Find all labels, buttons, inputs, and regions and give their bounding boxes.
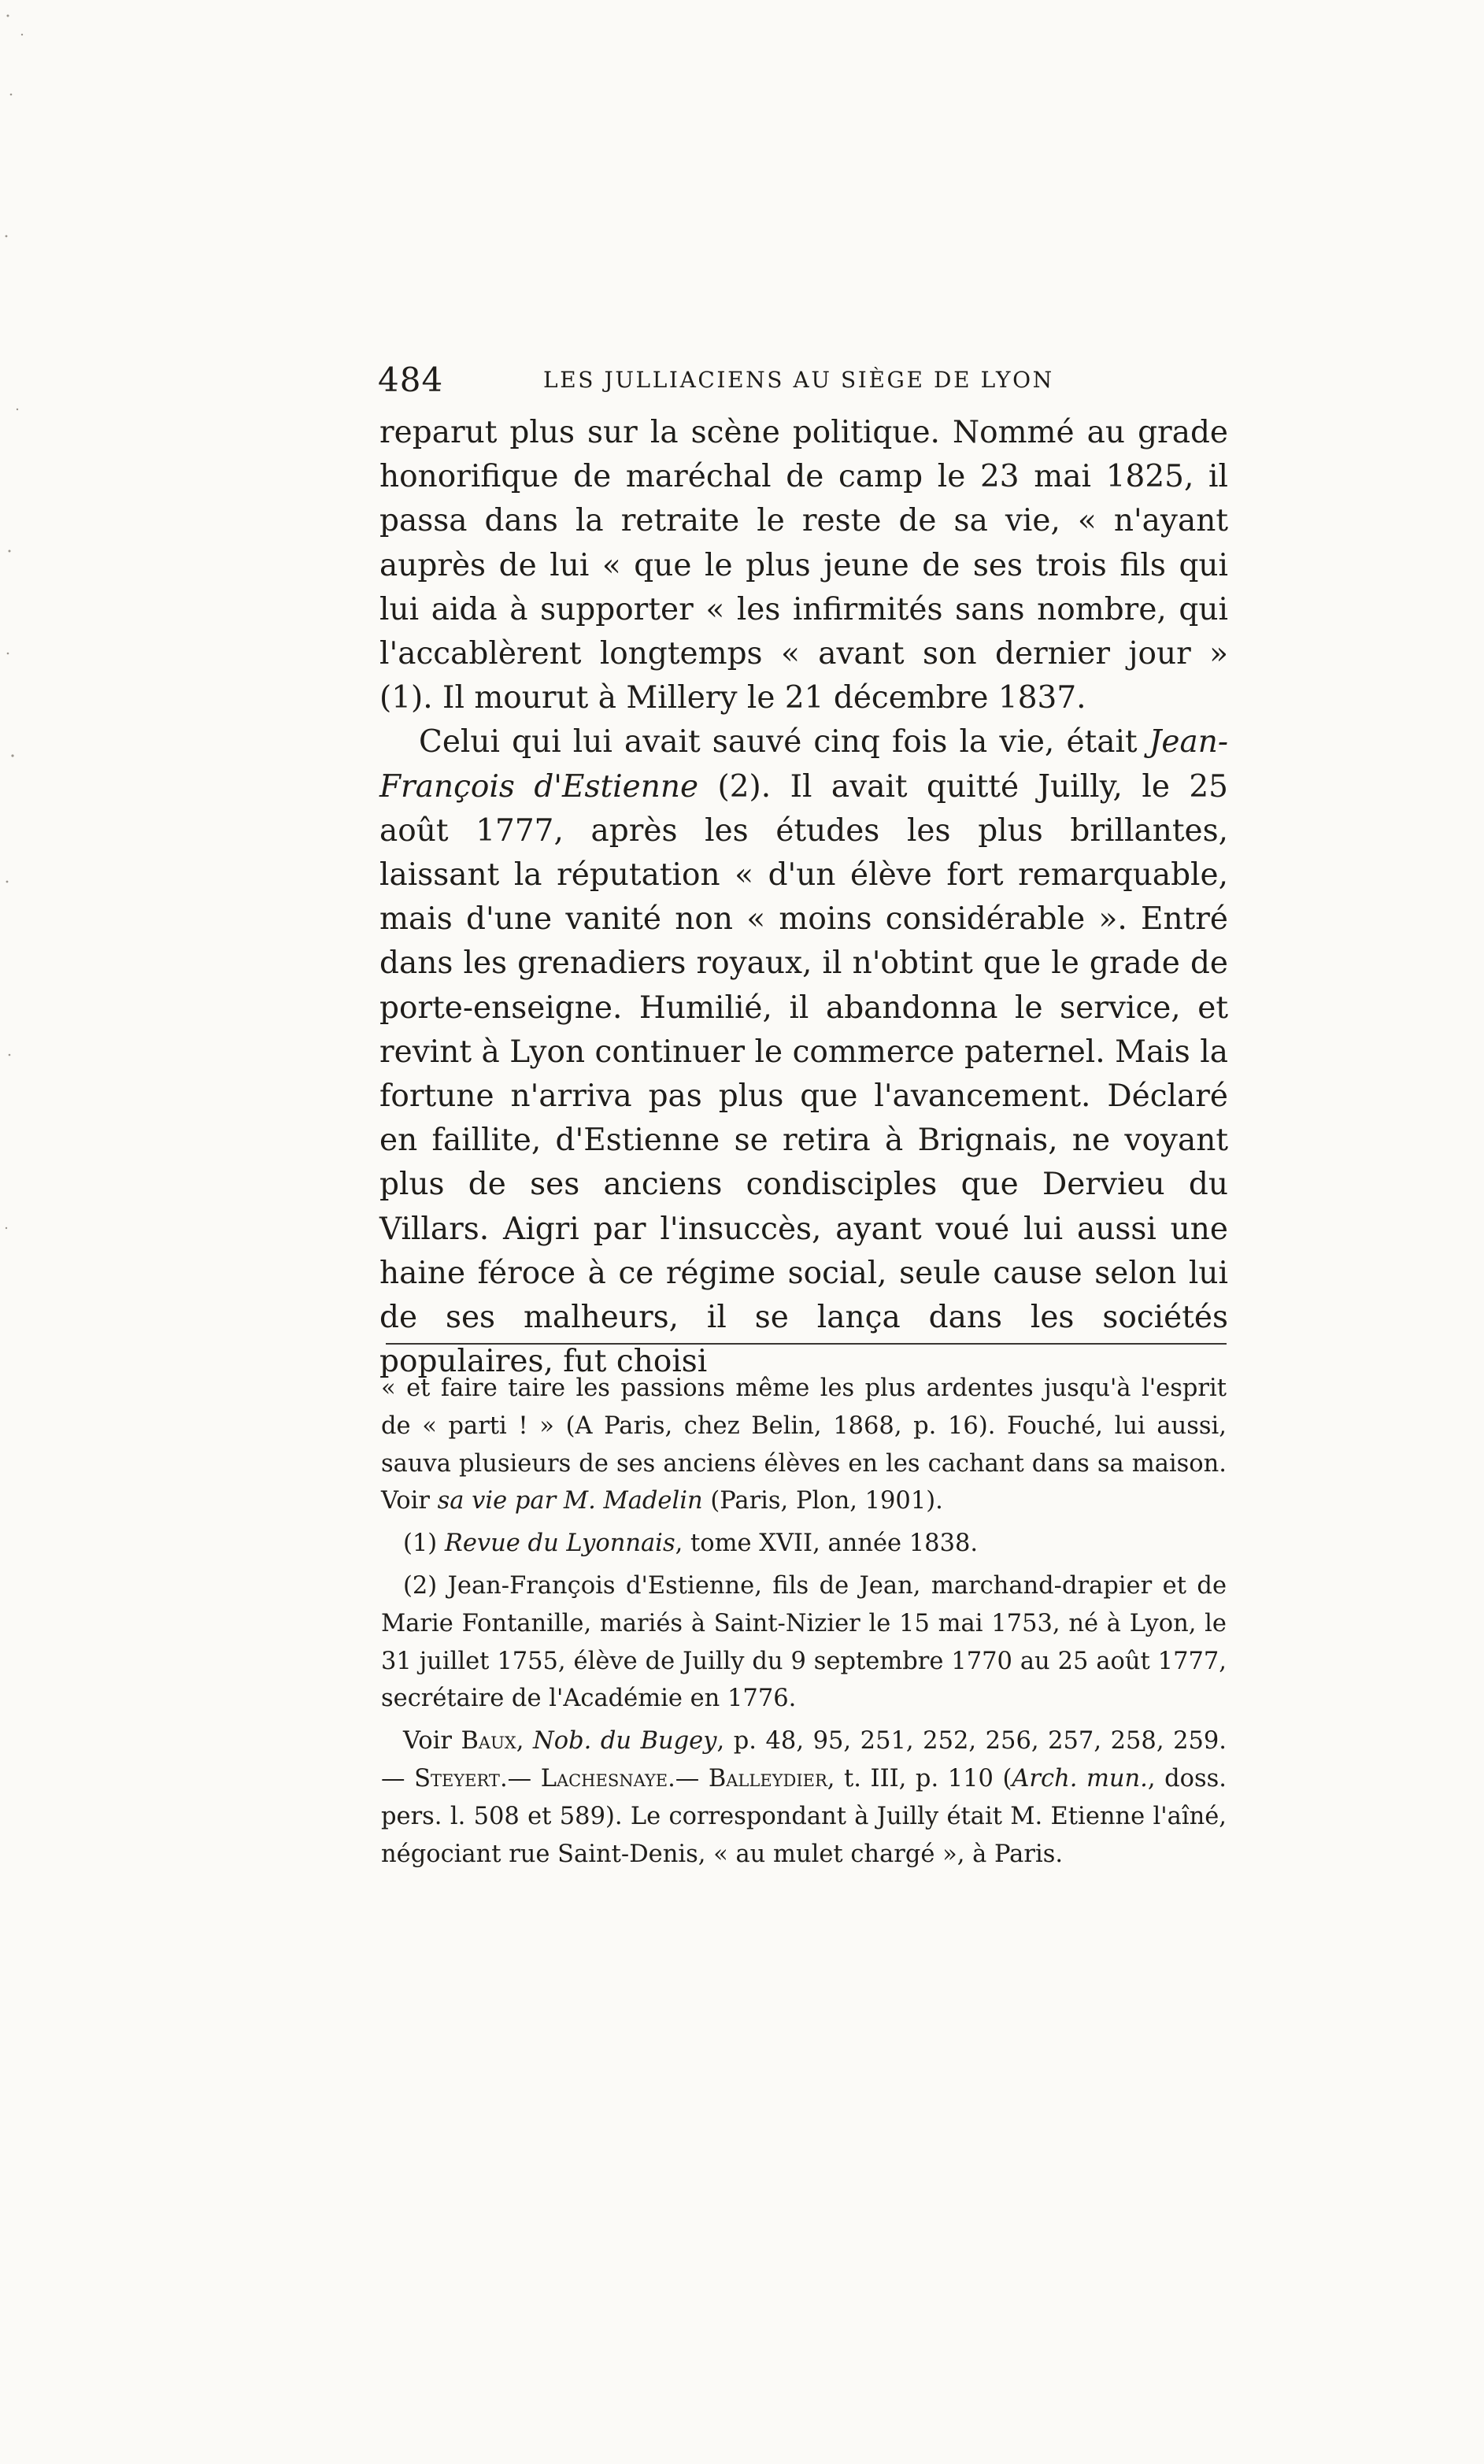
ref-dash: .— — [499, 1764, 541, 1793]
ref-title-nob: Nob. du Bugey — [533, 1727, 717, 1756]
ref-voir: Voir — [403, 1727, 461, 1756]
ref-pages: , p. 48, 95, 251, 252, 256, 257, 258, 259. — — [381, 1727, 1227, 1793]
ref-archive-italic: Arch. mun. — [1012, 1764, 1148, 1793]
body-paragraph-2 — [379, 720, 1228, 1384]
continuation-text-a: « et faire taire les passions même les plus ardentes jusqu'à l'esprit de « parti ! » (A Paris, chez Belin, 1868, p. 16). Fouché, lui aussi, sauva plusieurs de ses anciens élèves en les cachant dans sa maison. Voir — [381, 1374, 1227, 1515]
continuation-italic: sa vie par M. Madelin — [437, 1487, 703, 1515]
footnote-1-mark: (1) — [403, 1530, 445, 1558]
paragraph-2-rest: (2). Il avait quitté Juilly, le 25 août 1777, après les études les plus brillantes, laissant la réputation « d'un élève fort remarquable, mais d'une vanité non « moins considérable ». Entré dans les grenadiers royaux, il n'obtint que le grade de porte-enseigne. Humilié, il abandonna le service, et revint à Lyon continuer le commerce paternel. Mais la fortune n'arriva pas plus que l'avancement. Déclaré en faillite, d'Estienne se retira à Brignais, ne voyant plus de ses anciens condisciples que Dervieu du Villars. Aigri par l'insuccès, ayant voué lui aussi une haine féroce à ce régime social, seule cause selon lui de ses malheurs, il se lança dans les sociétés populaires, fut choisi — [379, 768, 1228, 1380]
ref-author-baux: Baux — [461, 1727, 516, 1756]
ref-author-lachesnaye: Lachesnaye — [540, 1764, 668, 1793]
running-head: LES JULLIACIENS AU SIÈGE DE LYON — [543, 367, 1054, 393]
footnote-1-rest: , tome XVII, année 1838. — [675, 1530, 979, 1558]
page-header — [378, 356, 1228, 411]
person-name-italic: Jean-François d'Estienne — [379, 724, 1228, 805]
ref-tome: , t. III, p. 110 ( — [827, 1764, 1012, 1793]
body-paragraph-1: reparut plus sur la scène politique. Nommé au grade honorifique de maréchal de camp le 23 mai 1825, il passa dans la retraite le reste de sa vie, « n'ayant auprès de lui « que le plus jeune de ses trois fils qui lui aida à supporter « les infirmités sans nombre, qui l'accablèrent longtemps « avant son dernier jour » (1). Il mourut à Millery le 21 décembre 1837. — [379, 415, 1228, 716]
ref-end: , doss. pers. l. 508 et 589). Le correspondant à Juilly était M. Etienne l'aîné, négociant rue Saint-Denis, « au mulet chargé », à Paris. — [381, 1764, 1227, 1868]
footnote-continuation — [381, 1370, 1227, 1520]
scan-speckles — [0, 0, 47, 1496]
footnote-1-journal: Revue du Lyonnais — [444, 1530, 675, 1558]
footnote-divider — [386, 1343, 1227, 1345]
ref-author-balleydier: Balleydier — [708, 1764, 827, 1793]
ref-author-steyert: Steyert — [414, 1764, 500, 1793]
ref-dash: .— — [668, 1764, 709, 1793]
continuation-text-b: (Paris, Plon, 1901). — [702, 1487, 943, 1515]
footnote-references — [381, 1722, 1227, 1873]
page-number: 484 — [378, 361, 444, 399]
footnote-1 — [381, 1525, 1227, 1563]
ref-separator: , — [516, 1727, 534, 1756]
footnote-2: (2) Jean-François d'Estienne, fils de Jean, marchand-drapier et de Marie Fontanille, mariés à Saint-Nizier le 15 mai 1753, né à Lyon, le 31 juillet 1755, élève de Juilly du 9 septembre 1770 au 25 août 1777, secrétaire de l'Académie en 1776. — [381, 1571, 1227, 1713]
paragraph-2-opening: Celui qui lui avait sauvé cinq fois la vie, était — [419, 724, 1149, 760]
main-text — [379, 411, 1228, 1384]
footnotes — [381, 1370, 1227, 1878]
